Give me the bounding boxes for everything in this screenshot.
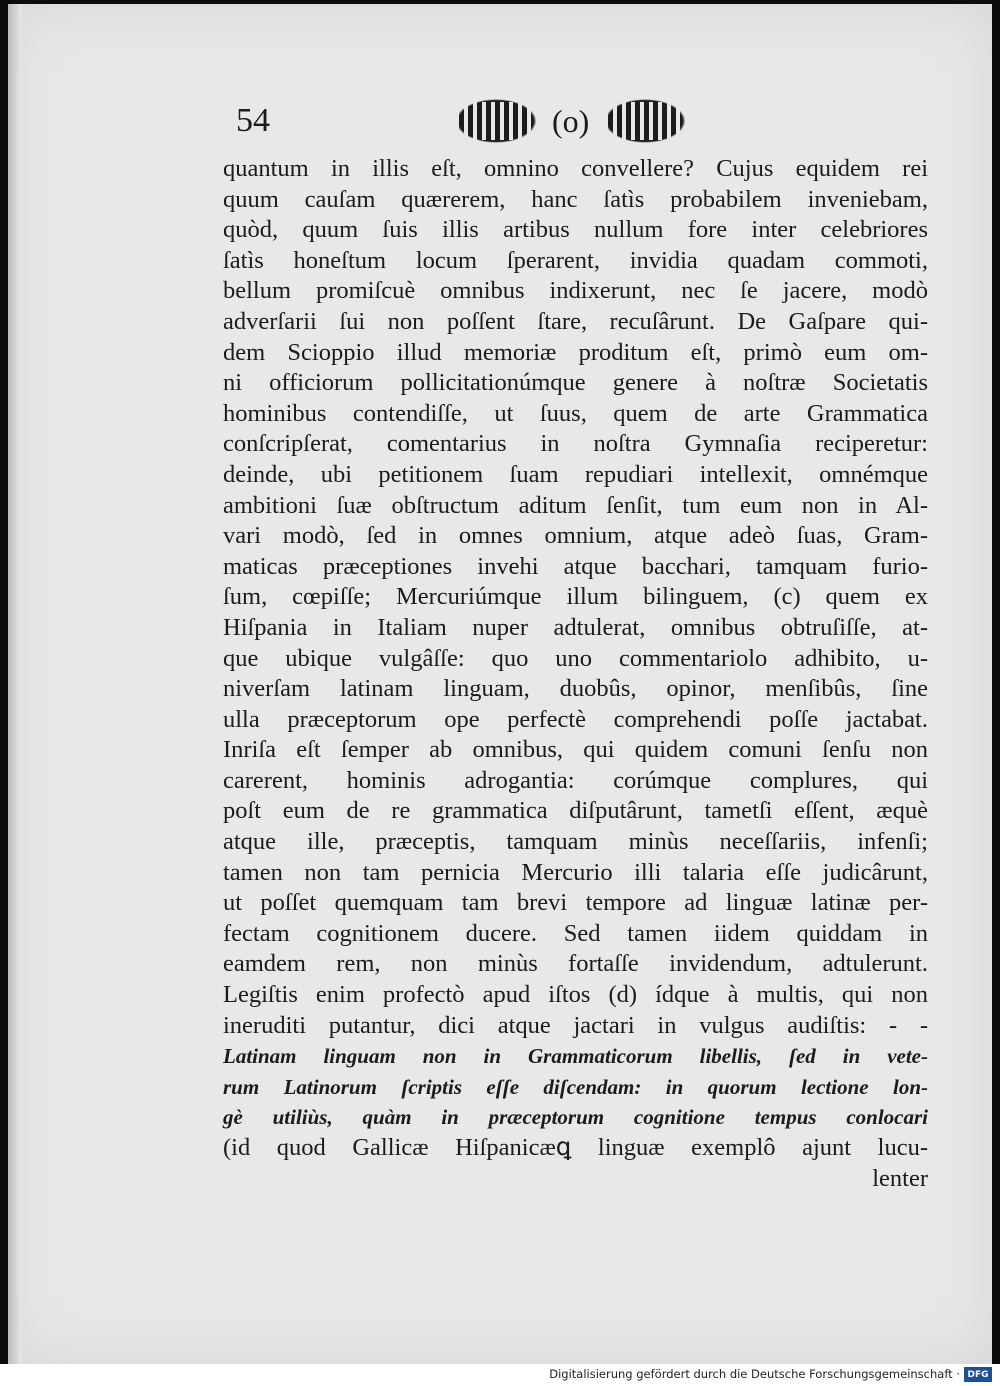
digitization-footer [0,1364,1000,1386]
text-line: dem Scioppio illud memoriæ proditum eſt, primò eum om- [223,338,928,366]
header-ornament [450,96,691,146]
ornament-center: (o) [552,102,590,139]
text-line: ſatìs honeſtum locum ſperarent, invidia quadam commoti, [223,246,928,274]
text-line: tamen non tam pernicia Mercurio illi talaria eſſe judicârunt, [223,858,928,886]
left-flourish-ornament-icon [450,96,542,146]
italic-quote-line: Latinam linguam non in Grammaticorum libellis, ſed in vete- [223,1044,928,1069]
text-line: atque ille, præceptis, tamquam minùs neceſſariis, infenſi; [223,828,928,856]
text-line: quòd, quum ſuis illis artibus nullum fore inter celebriores [223,216,928,244]
text-line: ulla præceptorum ope perfectè comprehendi poſſe jactabat. [223,705,928,733]
text-line: que ubique vulgâſſe: quo uno commentariolo adhibito, u- [223,644,928,672]
catchword: lenter [872,1164,928,1192]
text-line: ut poſſet quemquam tam brevi tempore ad linguæ latinæ per- [223,889,928,917]
text-line: adverſarii ſui non poſſent ſtare, recuſârunt. De Gaſpare qui- [223,307,928,335]
right-flourish-ornament-icon [599,96,691,146]
body-text [223,154,928,1194]
text-line: Inriſa eſt ſemper ab omnibus, qui quidem comuni ſenſu non [223,736,928,764]
text-line: eamdem rem, non minùs fortaſſe invidendum, adtulerunt. [223,950,928,978]
text-line: ni officiorum pollicitationúmque genere à noſtræ Societatis [223,369,928,397]
page-number: 54 [236,102,270,139]
text-line: Hiſpania in Italiam nuper adtulerat, omnibus obtruſiſſe, at- [223,613,928,641]
text-line: poſt eum de re grammatica diſputârunt, tametſi eſſent, æquè [223,797,928,825]
book-page [8,4,992,1364]
text-line: ineruditi putantur, dici atque jactari in vulgus audiſtis: - - [223,1011,928,1039]
text-line: (id quod Gallicæ Hiſpanicæꝗ linguæ exemplô ajunt lucu- [223,1134,928,1161]
text-line: hominibus contendiſſe, ut ſuus, quem de arte Grammatica [223,399,928,427]
text-line: ſum, cœpiſſe; Mercuriúmque illum bilinguem, (c) quem ex [223,583,928,611]
italic-quote-line: gè utiliùs, quàm in præceptorum cognitione tempus conlocari [223,1105,928,1130]
text-line: quantum in illis eſt, omnino convellere? Cujus equidem rei [223,155,928,182]
text-line: vari modò, ſed in omnes omnium, atque adeò ſuas, Gram- [223,522,928,550]
text-line: bellum promiſcuè omnibus indixerunt, nec ſe jacere, modò [223,277,928,305]
italic-quote-line: rum Latinorum ſcriptis eſſe diſcendam: in quorum lectione lon- [223,1074,928,1099]
dfg-logo: DFG [964,1367,992,1382]
text-line: fectam cognitionem ducere. Sed tamen iidem quiddam in [223,919,928,947]
text-line: conſcripſerat, comentarius in noſtra Gymnaſia reciperetur: [223,430,928,458]
text-line: maticas præceptiones invehi atque bacchari, tamquam furio- [223,552,928,580]
text-line: deinde, ubi petitionem ſuam repudiari intellexit, omnémque [223,460,928,488]
text-line: ambitioni ſuæ obſtructum aditum ſenſit, tum eum non in Al- [223,491,928,519]
footer-credit: Digitalisierung gefördert durch die Deutsche Forschungsgemeinschaft · [549,1367,960,1381]
text-line: niverſam latinam linguam, duobûs, opinor, menſibûs, ſine [223,675,928,703]
text-line: quum cauſam quærerem, hanc ſatìs probabilem inveniebam, [223,185,928,213]
text-line: carerent, hominis adrogantia: corúmque complures, qui [223,766,928,794]
text-line: Legiſtis enim profectò apud iſtos (d) ídque à multis, qui non [223,981,928,1009]
